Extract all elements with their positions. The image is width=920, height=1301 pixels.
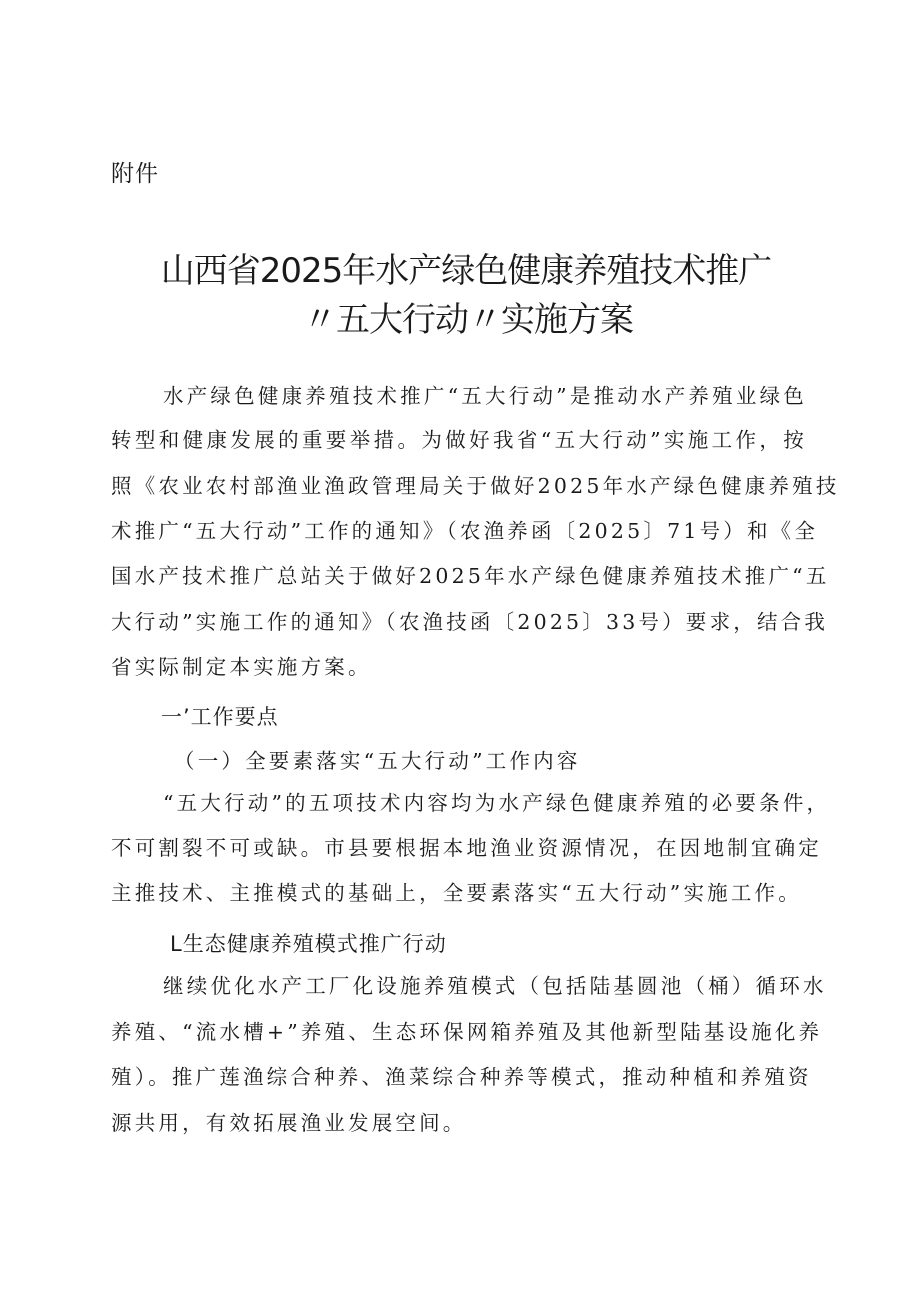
intro-line: 转型和健康发展的重要举措。为做好我省“五大行动”实施工作，按 xyxy=(111,428,807,452)
subsection-heading: （一）全要素落实“五大行动”工作内容 xyxy=(174,749,581,773)
paragraph-line: 继续优化水产工厂化设施养殖模式（包括陆基圆池（桶）循环水 xyxy=(163,974,827,998)
intro-line: 水产绿色健康养殖技术推广“五大行动”是推动水产养殖业绿色 xyxy=(163,384,807,408)
document-title-line-2: 〃五大行动〃实施方案 xyxy=(303,300,633,340)
paragraph-line: 殖）。推广莲渔综合种养、渔菜综合种养等模式，推动种植和养殖资 xyxy=(111,1065,812,1089)
intro-line: 术推广“五大行动”工作的通知》（农渔养函〔2025〕71号）和《全 xyxy=(111,519,819,543)
paragraph-line: 主推技术、主推模式的基础上，全要素落实“五大行动”实施工作。 xyxy=(111,881,802,905)
attachment-label: 附件 xyxy=(111,161,159,187)
document-title-line-1: 山西省2025年水产绿色健康养殖技术推广 xyxy=(160,251,772,291)
intro-line: 国水产技术推广总站关于做好2025年水产绿色健康养殖技术推广“五 xyxy=(111,564,830,588)
section-heading: 一’工作要点 xyxy=(161,705,279,729)
intro-line: 省实际制定本实施方案。 xyxy=(111,655,372,679)
paragraph-line: “五大行动”的五项技术内容均为水产绿色健康养殖的必要条件， xyxy=(163,791,831,815)
intro-line: 照《农业农村部渔业渔政管理局关于做好2025年水产绿色健康养殖技 xyxy=(111,474,840,498)
paragraph-line: 不可割裂不可或缺。市县要根据本地渔业资源情况，在因地制宜确定 xyxy=(111,836,822,860)
paragraph-line: 源共用，有效拓展渔业发展空间。 xyxy=(111,1111,467,1135)
intro-line: 大行动”实施工作的通知》（农渔技函〔2025〕33号）要求，结合我 xyxy=(111,610,829,634)
paragraph-line: 养殖、“流水槽+”养殖、生态环保网箱养殖及其他新型陆基设施化养 xyxy=(111,1020,823,1044)
item-heading: L生态健康养殖模式推广行动 xyxy=(170,932,447,956)
